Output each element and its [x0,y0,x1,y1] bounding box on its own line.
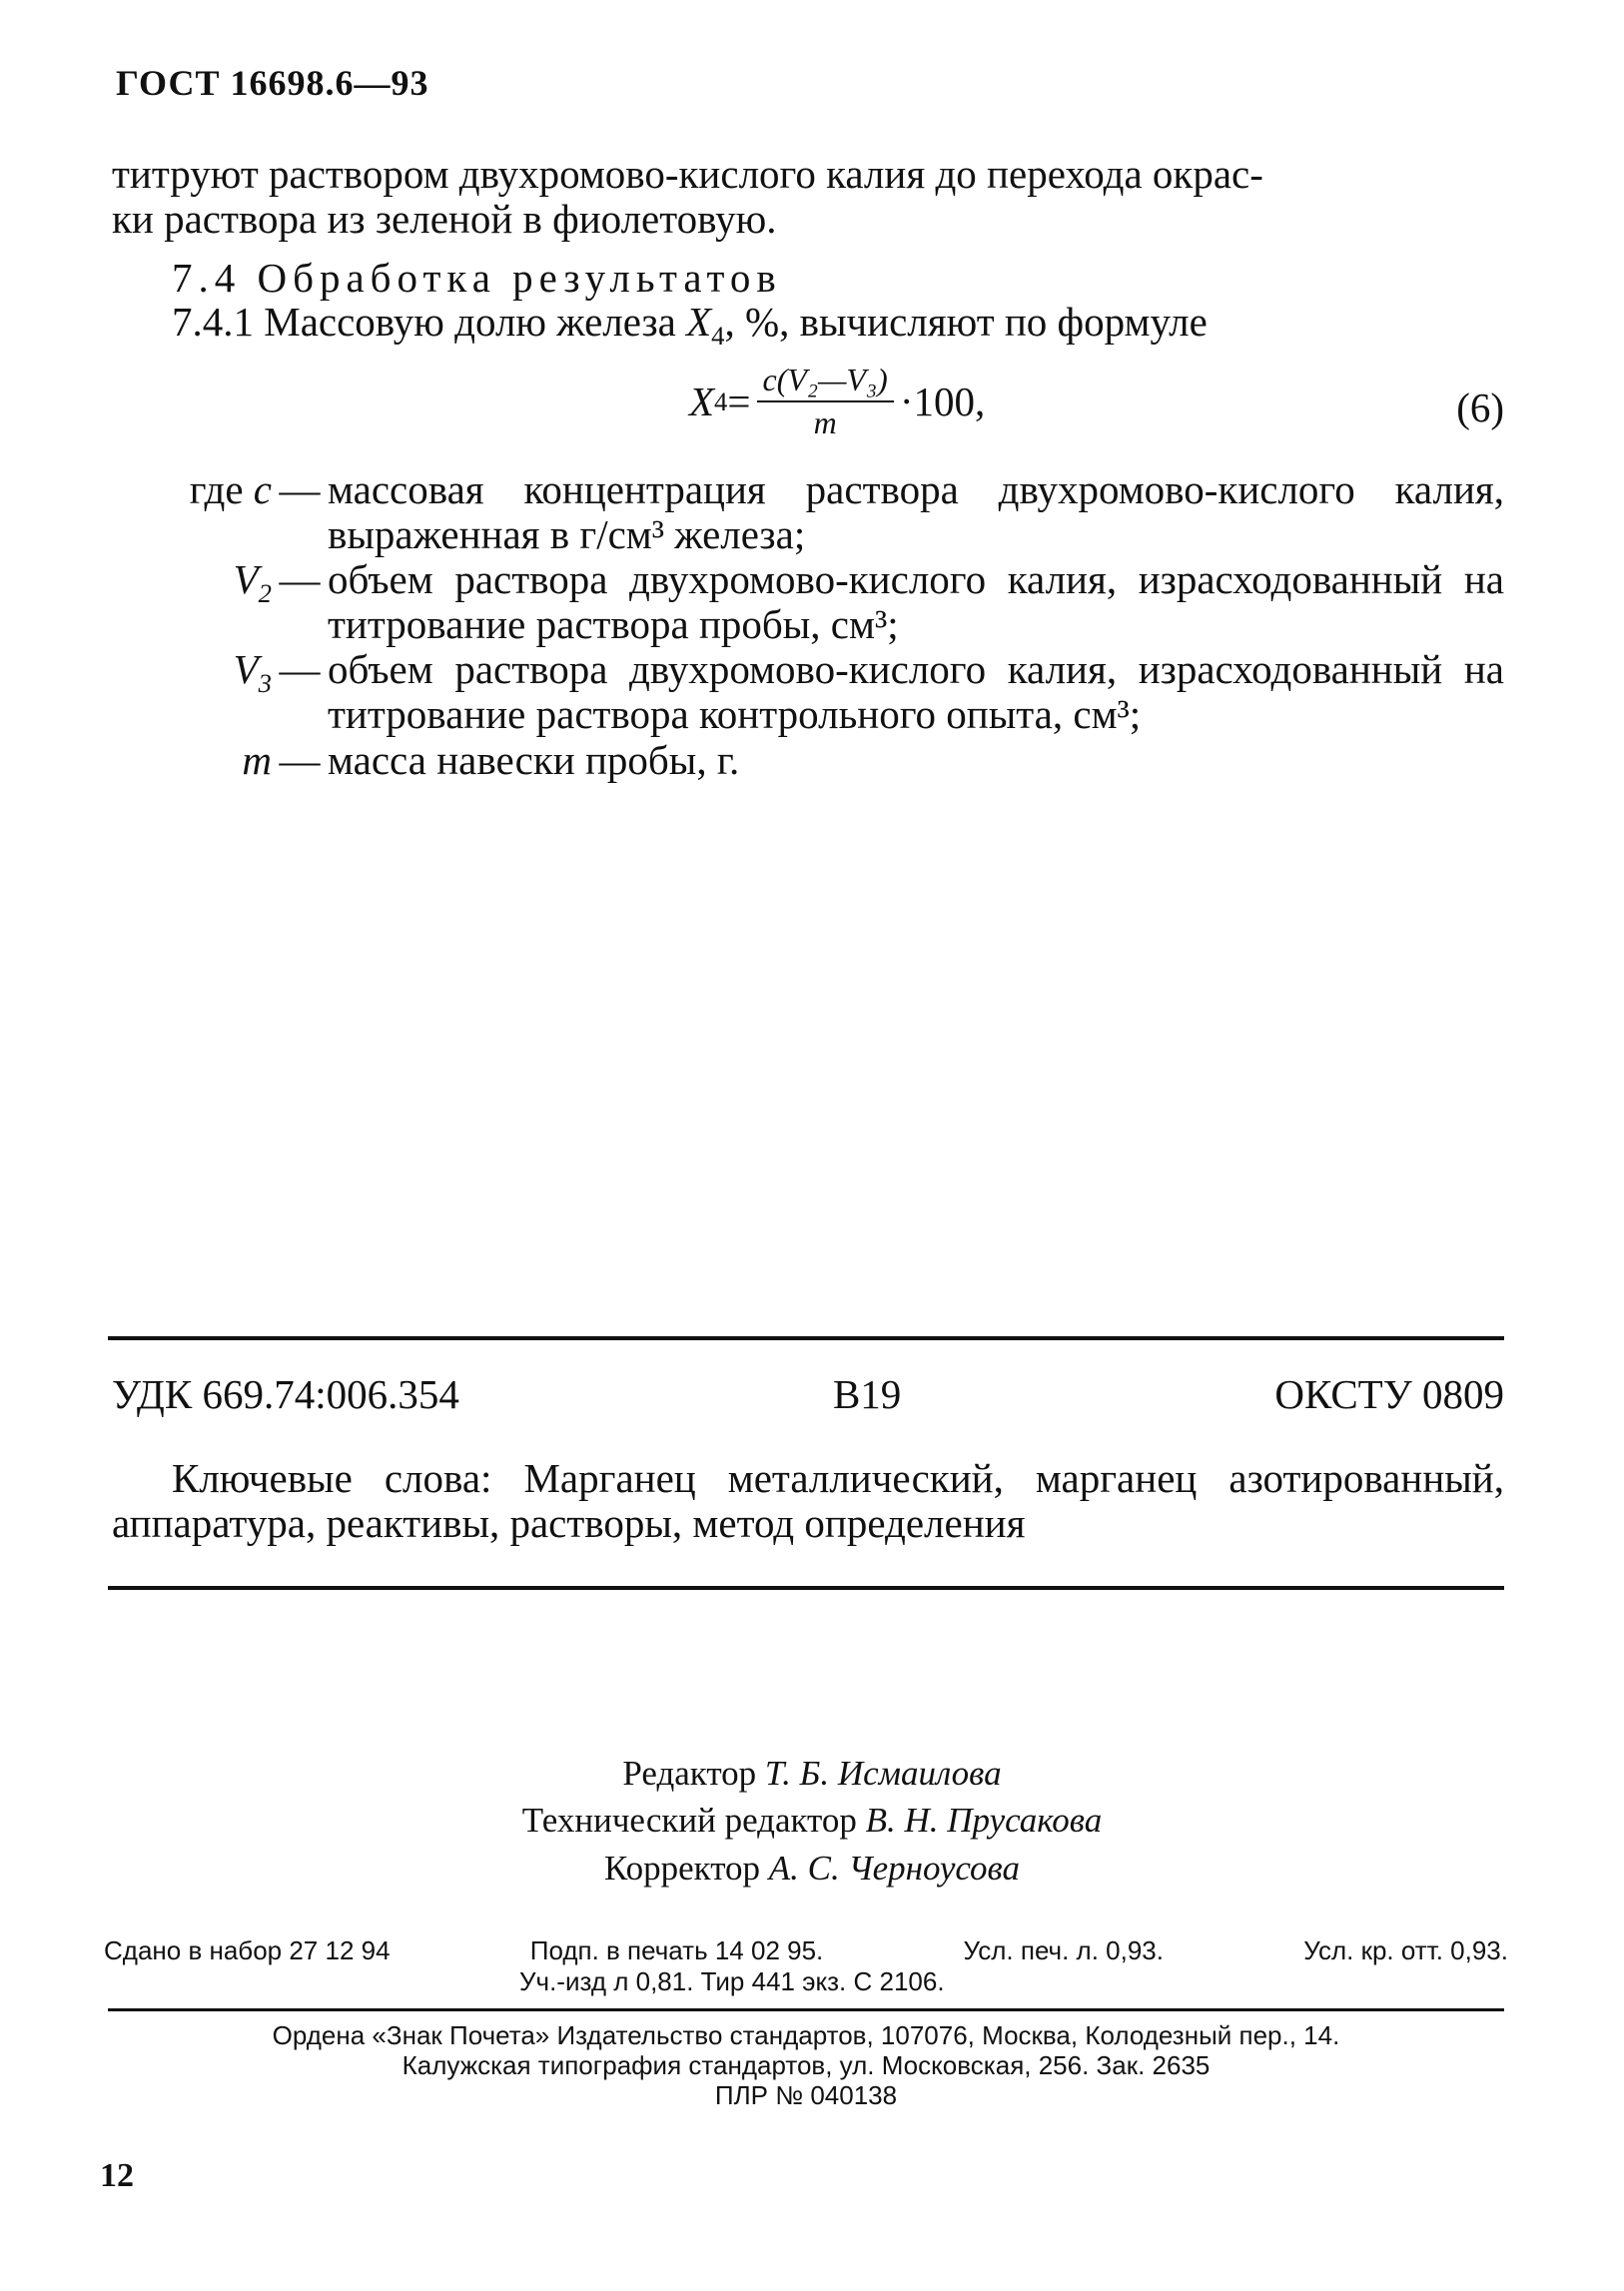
keywords-block [112,1456,1504,1546]
subsection-variable-subscript: 4 [711,321,725,352]
imprint-row-2: Уч.-изд л 0,81. Тир 441 экз. С 2106. [519,1966,945,1997]
definition-dash: — [279,556,321,603]
okstu-code: ОКСТУ 0809 [1274,1371,1504,1417]
section-title: 7.4 Обработка результатов [172,255,782,301]
definition-dash: — [279,736,321,783]
definition-symbol-subscript: 2 [258,578,272,609]
formula-multiplier: ·100, [899,379,986,424]
definition-row [112,738,1504,783]
standard-code-header: ГОСТ 16698.6—93 [116,63,429,103]
keywords-text: Марганец металлический, марганец азотированный, аппаратура, реактивы, растворы, метод определения [112,1455,1504,1547]
publisher-line-3: ПЛР № 040138 [714,2079,898,2110]
definition-symbol: c [253,466,272,512]
credit-role: Технический редактор [521,1801,857,1841]
credit-name: Т. Б. Исмаилова [764,1754,1002,1793]
variable-definitions [112,467,1504,783]
credit-name: В. Н. Прусакова [865,1801,1103,1841]
formula-denominator: m [813,404,837,440]
intro-line-2: ки раствора из зеленой в фиолетовую. [112,196,777,243]
formula [689,362,985,441]
keywords-label: Ключевые слова: [172,1455,492,1501]
formula-lhs-variable: X [689,379,715,424]
formula-number: (6) [1456,384,1504,430]
definition-row [112,467,1504,557]
publisher-block [104,2021,1508,2111]
definition-prefix: где [189,466,244,512]
definition-symbol: m [242,736,272,783]
classification-row [112,1370,1504,1418]
formula-fraction [757,362,894,441]
imprint-submitted: Сдано в набор 27 12 94 [104,1935,391,1965]
credit-role: Редактор [622,1754,757,1793]
publisher-line-2: Калужская типография стандартов, ул. Московская, 256. Зак. 2635 [402,2049,1211,2080]
imprint-block [104,1935,1508,1997]
definition-text: массовая концентрация раствора двухромово-кислого калия, выраженная в г/см³ железа; [328,466,1504,558]
udk-code: УДК 669.74:006.354 [112,1371,459,1417]
subsection-suffix: , %, вычисляют по формуле [724,299,1208,345]
subsection-text [172,300,1564,352]
credits-block [0,1750,1624,1892]
imprint-row-1 [104,1935,1508,1966]
group-code: В19 [832,1371,902,1417]
subsection-prefix: 7.4.1 Массовую долю железа [172,299,687,345]
definition-symbol-subscript: 3 [258,668,272,699]
imprint-color-prints: Усл. кр. отт. 0,93. [1303,1935,1508,1965]
formula-block [112,362,1504,461]
publisher-line-1: Ордена «Знак Почета» Издательство стандартов, 107076, Москва, Колодезный пер., 14. [272,2020,1340,2050]
definition-row [112,557,1504,647]
definition-symbol: V [233,646,259,693]
credit-name: А. С. Черноусова [768,1848,1020,1888]
credit-editor [0,1750,1624,1797]
credit-corrector [0,1845,1624,1892]
definition-symbol: V [233,556,259,603]
divider-middle [108,1586,1504,1590]
divider-top [108,1336,1504,1340]
intro-paragraph [112,152,1504,242]
credit-tech-editor [0,1797,1624,1844]
imprint-print-sheets: Усл. печ. л. 0,93. [963,1935,1164,1965]
definition-text: объем раствора двухромово-кислого калия, израсходованный на титрование раствора контрольного опыта, см³; [328,646,1504,738]
definition-dash: — [279,646,321,693]
credit-role: Корректор [604,1848,761,1888]
formula-lhs-subscript: 4 [714,385,728,416]
definition-row [112,647,1504,737]
intro-line-1: титруют раствором двухромово-кислого калия до перехода окрас- [112,151,1263,197]
page-number: 12 [100,2157,134,2194]
definition-text: масса навески пробы, г. [328,736,740,783]
formula-equals: = [727,379,751,424]
imprint-signed: Подп. в печать 14 02 95. [529,1935,824,1965]
definition-text: объем раствора двухромово-кислого калия, израсходованный на титрование раствора пробы, см³; [328,556,1504,648]
divider-bottom [108,2008,1504,2011]
definition-dash: — [279,466,321,512]
subsection-variable: X [686,299,712,345]
formula-numerator: c(V₂—V₃) [757,362,894,402]
